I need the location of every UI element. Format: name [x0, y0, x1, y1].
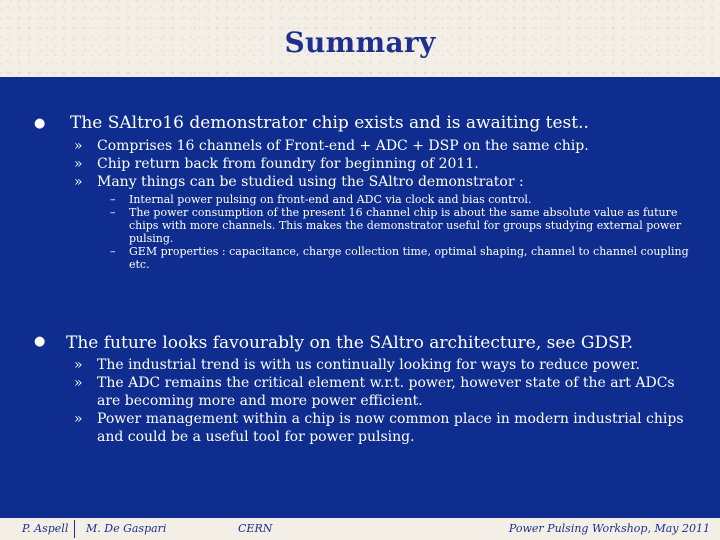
footer-author-2: M. De Gaspari — [86, 522, 167, 535]
list-item — [74, 155, 687, 173]
footer-event: Power Pulsing Workshop, May 2011 — [508, 522, 710, 535]
section1-main-text: The SAltro16 demonstrator chip exists and is awaiting test.. — [70, 113, 589, 133]
detail-text: GEM properties : capacitance, charge collection time, optimal shaping, channel to channel coupling etc. — [129, 245, 689, 271]
footer-organization: CERN — [238, 522, 273, 535]
list-item — [74, 173, 687, 191]
section1-details — [110, 193, 689, 271]
bullet-icon: ● — [34, 116, 46, 131]
footer-divider — [74, 520, 75, 538]
slide-title: Summary — [284, 26, 436, 59]
dash-marker-icon: – — [110, 206, 116, 219]
subpoint-text: The industrial trend is with us continually looking for ways to reduce power. — [97, 357, 640, 373]
arrow-marker-icon: » — [74, 411, 83, 427]
list-item — [74, 137, 687, 155]
section2-subpoints — [74, 356, 687, 446]
list-item — [74, 374, 687, 410]
arrow-marker-icon: » — [74, 138, 83, 154]
dash-marker-icon: – — [110, 193, 116, 206]
subpoint-text: Many things can be studied using the SAltro demonstrator : — [97, 174, 524, 190]
subpoint-text: The ADC remains the critical element w.r.t. power, however state of the art ADCs are becoming more and more power efficient. — [97, 375, 675, 409]
subpoint-text: Power management within a chip is now common place in modern industrial chips and could be a useful tool for power pulsing. — [97, 411, 684, 445]
list-item — [74, 356, 687, 374]
list-item — [110, 245, 689, 271]
arrow-marker-icon: » — [74, 375, 83, 391]
footer-author-1: P. Aspell — [22, 522, 69, 535]
dash-marker-icon: – — [110, 245, 116, 258]
arrow-marker-icon: » — [74, 174, 83, 190]
subpoint-text: Chip return back from foundry for beginning of 2011. — [97, 156, 479, 172]
arrow-marker-icon: » — [74, 156, 83, 172]
arrow-marker-icon: » — [74, 357, 83, 373]
section1-subpoints — [74, 137, 687, 191]
footer — [0, 518, 720, 540]
list-item — [74, 410, 687, 446]
section2-main-text: The future looks favourably on the SAltro architecture, see GDSP. — [66, 333, 634, 353]
content-panel — [0, 77, 720, 518]
bullet-icon: ● — [34, 334, 46, 349]
detail-text: The power consumption of the present 16 channel chip is about the same absolute value as future chips with more channels. This makes the demonstrator useful for groups studying external power pulsing. — [129, 206, 682, 245]
list-item — [110, 193, 689, 206]
detail-text: Internal power pulsing on front-end and ADC via clock and bias control. — [129, 193, 532, 206]
subpoint-text: Comprises 16 channels of Front-end + ADC + DSP on the same chip. — [97, 138, 589, 154]
list-item — [110, 206, 689, 245]
